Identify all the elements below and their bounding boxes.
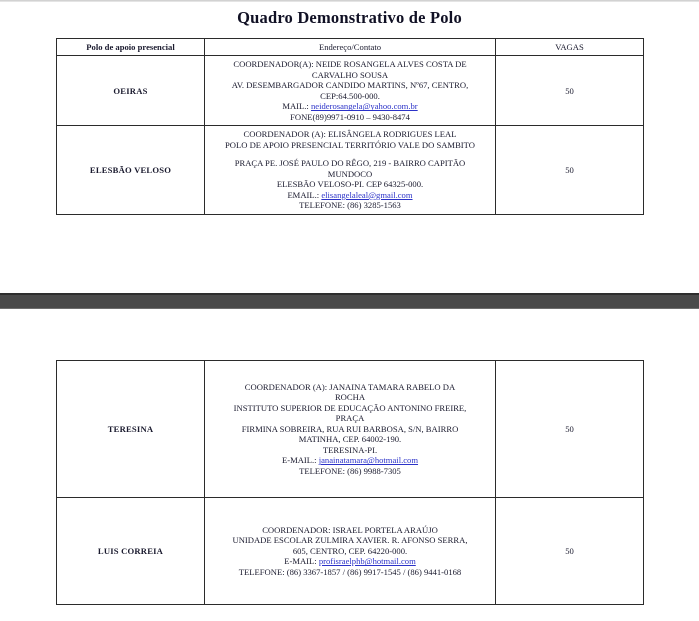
contato-line: CARVALHO SOUSA bbox=[311, 69, 389, 80]
email-label: EMAIL.: bbox=[287, 189, 320, 200]
polo-name-cell: ELESBÃO VELOSO bbox=[57, 126, 205, 214]
column-header-endereco: Endereço/Contato bbox=[205, 39, 496, 56]
column-header-vagas: VAGAS bbox=[496, 39, 644, 56]
contato-line: ELESBÃO VELOSO-PI. CEP 64325-000. bbox=[276, 179, 424, 190]
contato-line: PRAÇA bbox=[335, 413, 365, 424]
page-top-edge bbox=[0, 0, 699, 2]
email-link[interactable]: neiderosangela@yahoo.com.br bbox=[310, 101, 418, 112]
phone-line: TELEFONE: (86) 3285-1563 bbox=[299, 200, 401, 211]
contato-cell bbox=[205, 498, 496, 605]
table-body-top bbox=[57, 56, 644, 214]
contato-line: FIRMINA SOBREIRA, RUA RUI BARBOSA, S/N, BAIRRO bbox=[241, 423, 459, 434]
contato-cell bbox=[205, 361, 496, 498]
vagas-cell: 50 bbox=[496, 498, 644, 605]
phone-line: TELEFONE: (86) 9988-7305 bbox=[299, 465, 401, 476]
contato-line: COORDENADOR (A): ELISÂNGELA RODRIGUES LEAL bbox=[243, 129, 457, 140]
contato-line: CEP:64.500-000. bbox=[320, 90, 380, 101]
email-line bbox=[211, 455, 489, 465]
polo-name-cell: OEIRAS bbox=[57, 56, 205, 126]
contato-line: ROCHA bbox=[334, 392, 366, 403]
page-break-separator bbox=[0, 293, 699, 309]
contato-cell bbox=[205, 56, 496, 126]
polo-name-cell: TERESINA bbox=[57, 361, 205, 498]
phone-line: FONE(89)9971-0910 – 9430-8474 bbox=[290, 111, 410, 122]
polo-table-bottom bbox=[56, 360, 644, 605]
table-header bbox=[57, 39, 644, 56]
contato-line: COORDENADOR: ISRAEL PORTELA ARAÚJO bbox=[262, 524, 438, 535]
column-header-polo: Polo de apoio presencial bbox=[57, 39, 205, 56]
contato-line: COORDENADOR(A): NEIDE ROSANGELA ALVES COSTA DE bbox=[233, 59, 467, 70]
email-label: MAIL.: bbox=[282, 101, 309, 112]
contato-line: COORDENADOR (A): JANAINA TAMARA RABELO DA bbox=[244, 381, 456, 392]
contato-line: INSTITUTO SUPERIOR DE EDUCAÇÃO ANTONINO FREIRE, bbox=[233, 402, 467, 413]
vagas-cell: 50 bbox=[496, 361, 644, 498]
vagas-cell: 50 bbox=[496, 126, 644, 214]
email-line bbox=[211, 556, 489, 566]
page-title: Quadro Demonstrativo de Polo bbox=[237, 8, 462, 27]
contato-line: MUNDOCO bbox=[327, 168, 373, 179]
contato-line: AV. DESEMBARGADOR CANDIDO MARTINS, Nº67, CENTRO, bbox=[231, 80, 469, 91]
contato-line: PRAÇA PE. JOSÉ PAULO DO RÊGO, 219 - BAIRRO CAPITÃO bbox=[234, 158, 466, 169]
email-label: E-MAIL: bbox=[284, 556, 317, 567]
polo-table-top bbox=[56, 38, 644, 215]
email-line bbox=[209, 101, 491, 111]
contato-line: MATINHA, CEP. 64002-190. bbox=[298, 434, 402, 445]
polo-name-cell: LUIS CORREIA bbox=[57, 498, 205, 605]
table-row bbox=[57, 498, 644, 605]
email-link[interactable]: elisangelaleal@gmail.com bbox=[321, 189, 413, 200]
vagas-cell: 50 bbox=[496, 56, 644, 126]
table-body-bottom bbox=[57, 361, 644, 605]
contato-line: TERESINA-PI. bbox=[322, 444, 378, 455]
table-header-row bbox=[57, 39, 644, 56]
email-line bbox=[209, 190, 491, 200]
contato-line: UNIDADE ESCOLAR ZULMIRA XAVIER. R. AFONSO SERRA, bbox=[232, 535, 468, 546]
email-link[interactable]: janainatamara@hotmail.com bbox=[318, 455, 419, 466]
email-label: E-MAIL.: bbox=[281, 455, 317, 466]
table-row bbox=[57, 361, 644, 498]
phone-line: TELEFONE: (86) 3367-1857 / (86) 9917-1545 / (86) 9441-0168 bbox=[238, 566, 462, 577]
email-link[interactable]: profisraelphb@hotmail.com bbox=[318, 556, 416, 567]
contato-cell bbox=[205, 126, 496, 214]
spacer-line bbox=[209, 150, 491, 158]
contato-line: 605, CENTRO, CEP. 64220-000. bbox=[292, 545, 408, 556]
contato-line: POLO DE APOIO PRESENCIAL TERRITÓRIO VALE DO SAMBITO bbox=[225, 139, 475, 150]
table-row bbox=[57, 126, 644, 214]
table-row bbox=[57, 56, 644, 126]
